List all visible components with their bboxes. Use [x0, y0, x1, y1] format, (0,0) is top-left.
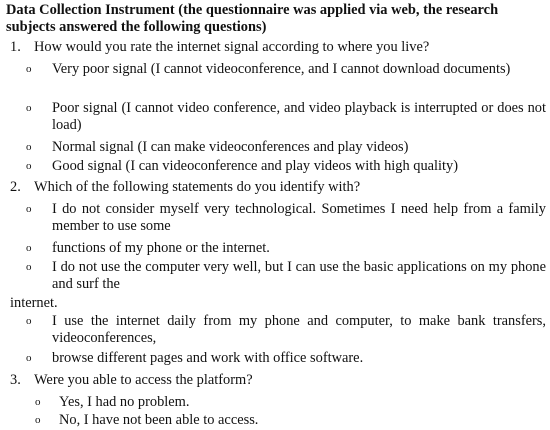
option-text: browse different pages and work with office software.	[52, 350, 364, 366]
option-text: Normal signal (I can make videoconferences and play videos)	[52, 139, 409, 155]
option-text: I do not consider myself very technological. Sometimes I need help from a family member to use some	[52, 201, 546, 234]
question-1-option-1	[26, 61, 546, 95]
bullet-icon: o	[26, 63, 32, 75]
option-text: Very poor signal (I cannot videoconference, and I cannot download documents)	[52, 61, 511, 77]
question-2-option-3	[26, 259, 546, 293]
question-2-text: Which of the following statements do you identify with?	[34, 179, 361, 195]
option-text: Yes, I had no problem.	[59, 394, 190, 410]
bullet-icon: o	[26, 315, 32, 327]
question-1-number: 1.	[10, 39, 21, 55]
question-2-option-4	[26, 313, 546, 347]
question-3	[10, 372, 546, 389]
question-3-number: 3.	[10, 372, 21, 388]
option-text: functions of my phone or the internet.	[52, 240, 270, 256]
document-title: Data Collection Instrument (the questionnaire was applied via web, the research subjects answered the following questions)	[6, 2, 499, 35]
option-text: No, I have not been able to access.	[59, 412, 259, 428]
option-text: I use the internet daily from my phone and computer, to make bank transfers, videoconferences,	[52, 313, 546, 346]
bullet-icon: o	[26, 141, 32, 153]
question-2-option-3-continuation: internet.	[10, 295, 58, 311]
bullet-icon: o	[35, 414, 41, 426]
question-1	[10, 39, 546, 56]
bullet-icon: o	[26, 160, 32, 172]
bullet-icon: o	[26, 102, 32, 114]
option-text: I do not use the computer very well, but I can use the basic applications on my phone and surf the	[52, 259, 546, 292]
option-text: Good signal (I can videoconference and play videos with high quality)	[52, 158, 459, 174]
bullet-icon: o	[26, 352, 32, 364]
question-1-option-2	[26, 100, 546, 134]
bullet-icon: o	[26, 203, 32, 215]
option-text: Poor signal (I cannot video conference, and video playback is interrupted or does not load)	[52, 100, 546, 133]
bullet-icon: o	[26, 242, 32, 254]
question-3-text: Were you able to access the platform?	[34, 372, 253, 388]
question-2	[10, 179, 546, 196]
question-2-option-1	[26, 201, 546, 235]
bullet-icon: o	[35, 396, 41, 408]
question-2-number: 2.	[10, 179, 21, 195]
bullet-icon: o	[26, 261, 32, 273]
question-1-text: How would you rate the internet signal according to where you live?	[34, 39, 430, 55]
